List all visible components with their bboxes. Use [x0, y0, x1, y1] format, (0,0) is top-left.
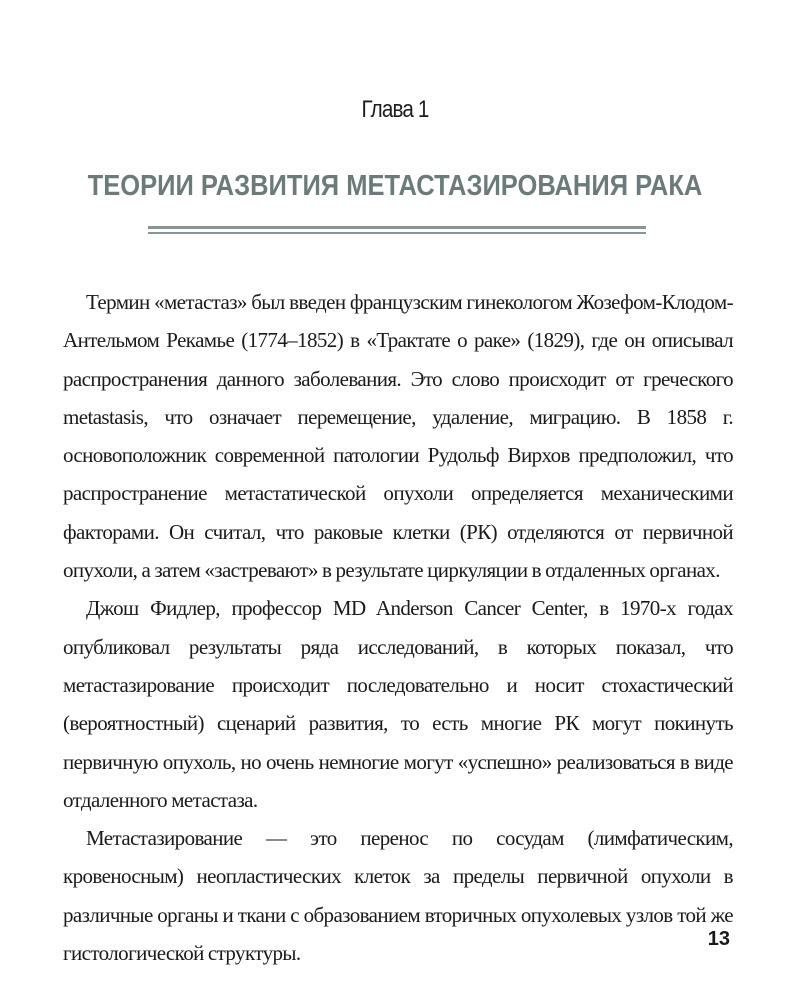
title-rule-bottom: [148, 232, 646, 234]
page-number: 13: [707, 928, 730, 950]
paragraph-3: Метастазирование — это перенос по сосудам (лимфатическим, кровеносным) неопластических клеток за пределы первичной опухоли в различные органы и ткани с образованием вторичных опухолевых узлов той же гистологической структуры.: [63, 826, 733, 966]
body-text: [63, 283, 733, 972]
paragraph-1: Термин «метастаз» был введен французским гинекологом Жозефом-Клодом-Антельмом Рекамье (1774–1852) в «Трактате о раке» (1829), где он описывал распространения данного заболевания. Это слово происходит от греческого metastasis, что означает перемещение, удаление, миграцию. В 1858 г. основоположник современной патологии Рудольф Вирхов предположил, что распространение метастатической опухоли определяется механическими факторами. Он считал, что раковые клетки (РК) отделяются от первичной опухоли, а затем «застревают» в результате циркуляции в отдаленных органах.: [63, 290, 733, 583]
chapter-title: ТЕОРИИ РАЗВИТИЯ МЕТАСТАЗИРОВАНИЯ РАКА: [87, 170, 703, 202]
chapter-label: Глава 1: [361, 96, 429, 123]
title-rule-top: [148, 226, 646, 229]
paragraph-2: Джош Фидлер, профессор MD Anderson Cancer Center, в 1970-х годах опубликовал результаты ряда исследований, в которых показал, что метастазирование происходит последовательно и носит стохастический (вероятностный) сценарий развития, то есть многие РК могут покинуть первичную опухоль, но очень немногие могут «успешно» реализоваться в виде отдаленного метастаза.: [63, 596, 733, 812]
